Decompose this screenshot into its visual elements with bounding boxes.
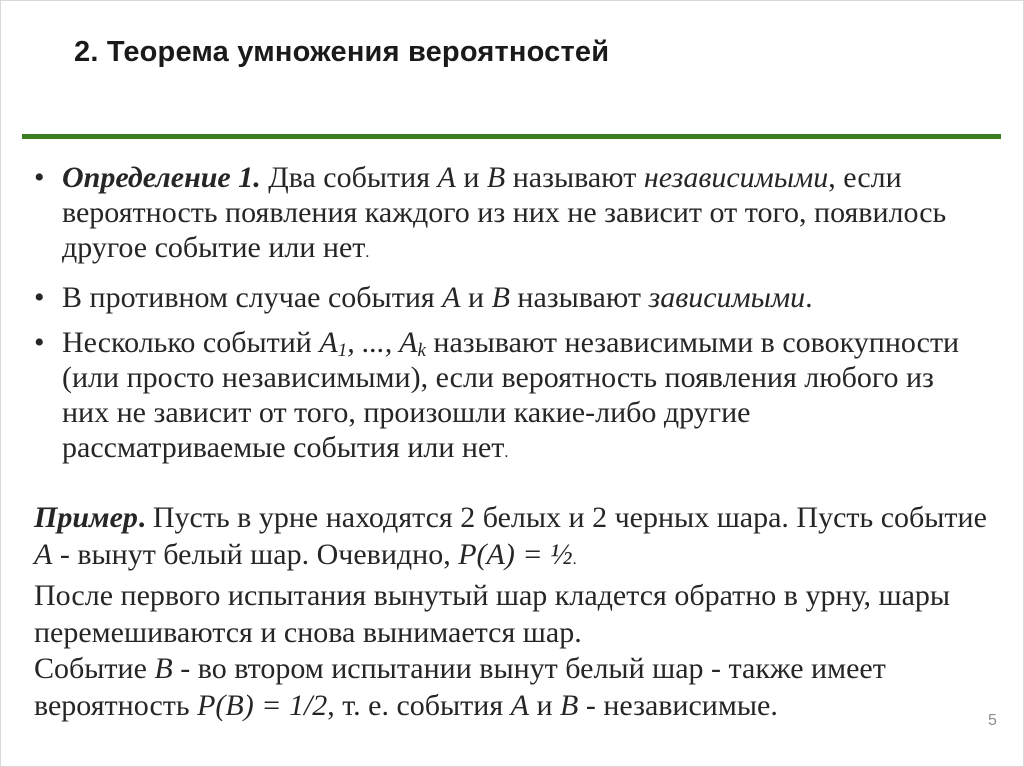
example-paragraph (34, 500, 994, 578)
event-b: В (486, 161, 506, 194)
term-dependent: зависимыми (648, 281, 806, 314)
subscript-k: k (417, 340, 426, 361)
term-independent: независимыми (643, 161, 829, 194)
text: , т. е. события (327, 688, 511, 722)
event-a1: A (319, 326, 338, 359)
event-b: В (491, 281, 510, 314)
text: - во втором испытании вынут белый шар - также имеет вероятность (34, 652, 886, 722)
text: Два события (260, 161, 438, 194)
bullet-marker: • (34, 161, 45, 194)
bullet-dependent (30, 280, 980, 315)
event-a: А (510, 688, 529, 722)
text: В противном случае события (62, 281, 443, 314)
example-paragraph: После первого испытания вынутый шар кладется обратно в урну, шары перемешиваются и снова вынимается шар. (34, 579, 951, 649)
event-b: В (154, 652, 173, 685)
text: . (770, 688, 778, 722)
event-a: А (437, 161, 456, 194)
text: и (460, 281, 492, 314)
text: и (528, 688, 561, 722)
event-ak: A (399, 326, 418, 359)
text: называют (509, 281, 649, 314)
definition-label: Определение 1. (62, 161, 261, 194)
text: . (365, 244, 370, 261)
text: Несколько событий (62, 326, 320, 359)
event-a: А (442, 281, 461, 314)
text: . (504, 444, 509, 461)
subscript-1: 1 (337, 340, 348, 361)
event-b: В (560, 688, 579, 722)
formula-pa: Р(А) = ½ (458, 537, 573, 571)
formula-pb: Р(В) = 1/2 (197, 688, 328, 722)
example-block (34, 500, 994, 724)
text: . (572, 550, 577, 568)
bullet-marker: • (34, 326, 45, 359)
bullet-list (30, 160, 980, 480)
text: . (137, 501, 146, 534)
text: , если вероятность появления каждого из них не зависит от того, появилось другое событие или нет (62, 161, 947, 264)
text: называют (505, 161, 644, 194)
text: и (455, 161, 487, 194)
text: - вынут белый шар. Очевидно, (52, 537, 459, 571)
text: Событие (34, 652, 155, 685)
slide-title: 2. Теорема умножения вероятностей (74, 36, 610, 68)
event-a: А (34, 537, 53, 571)
bullet-definition (30, 160, 980, 270)
text: , ..., (347, 326, 400, 359)
example-label: Пример (34, 501, 138, 534)
example-paragraph (34, 651, 994, 724)
text: . (805, 281, 813, 314)
title-divider (22, 134, 1001, 139)
text: - независимые (578, 688, 771, 722)
bullet-marker: • (34, 281, 45, 314)
page-number: 5 (988, 712, 997, 729)
text: называют независимыми в совокупности (или просто независимыми), если вероятность появления любого из них не зависит от того, произошли какие-либо другие рассматриваемые события или нет (62, 326, 960, 464)
text: Пусть в урне находятся 2 белых и 2 черных шара. Пусть событие (145, 501, 987, 534)
bullet-mutual-independence (30, 325, 980, 470)
